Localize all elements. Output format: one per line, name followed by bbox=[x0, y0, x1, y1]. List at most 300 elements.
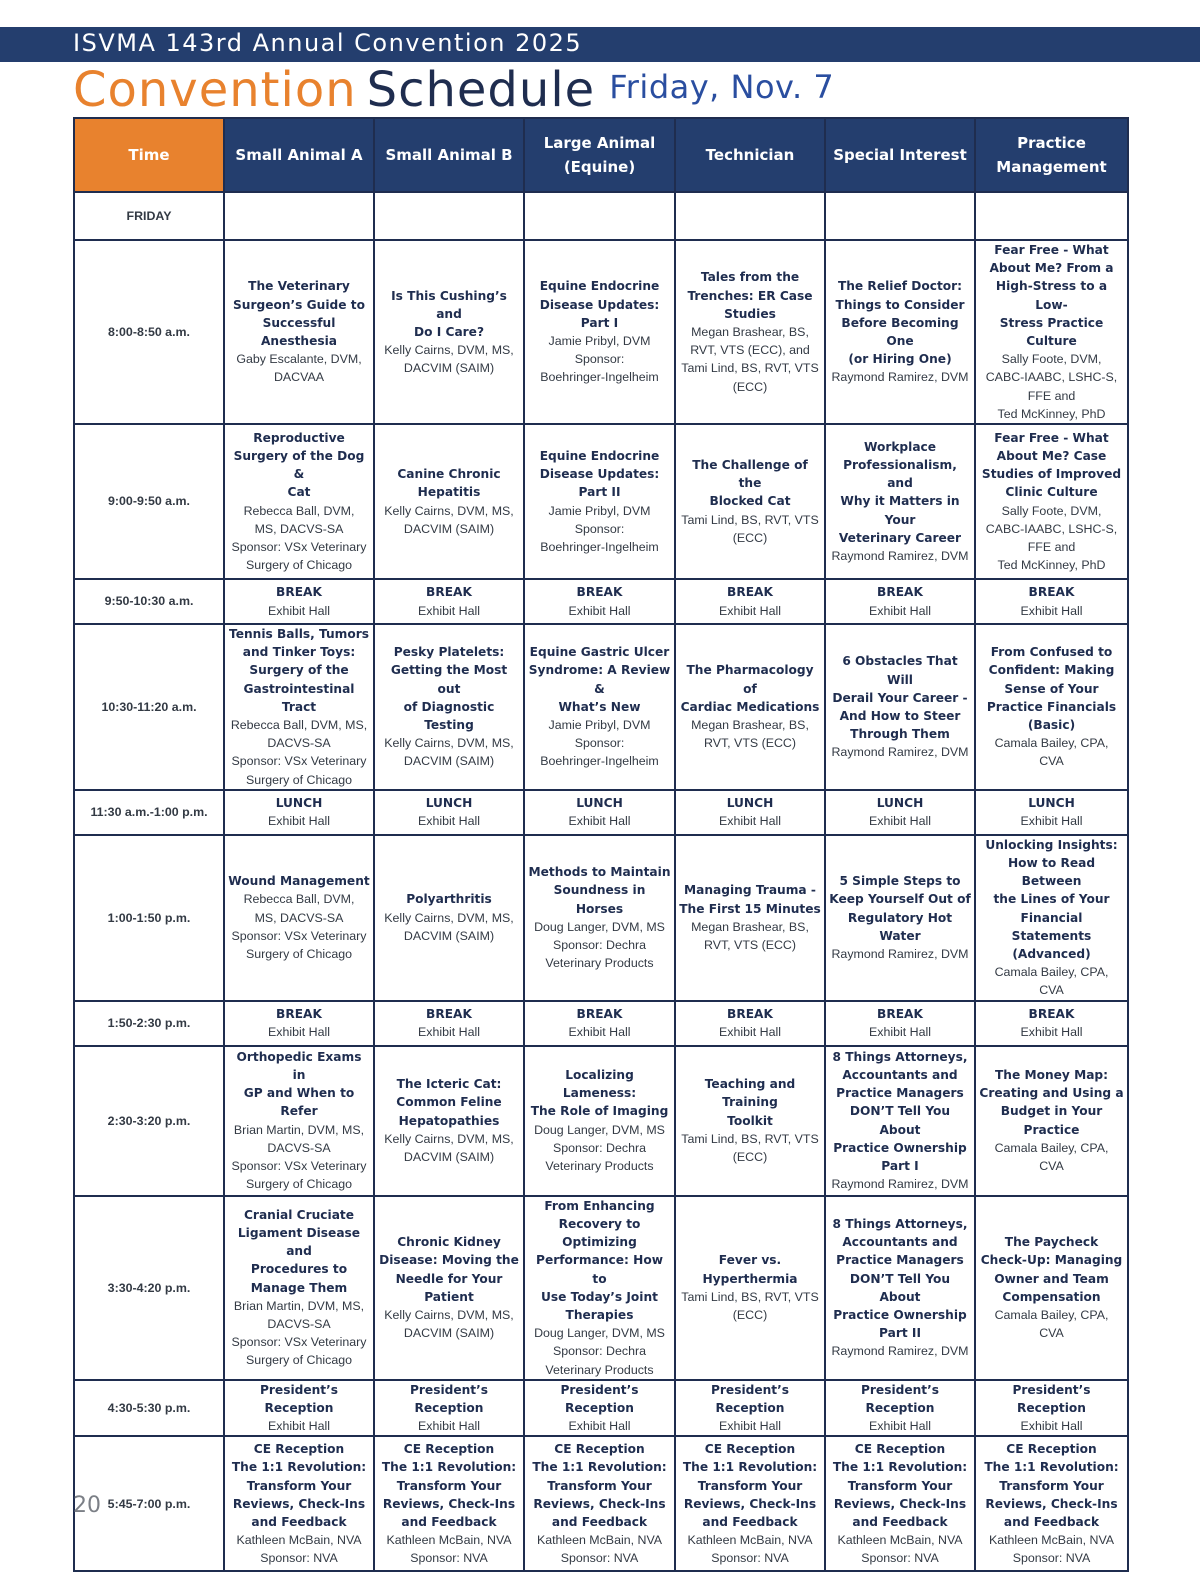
session-title-line: Practice Ownership bbox=[833, 1140, 967, 1155]
session-title-line: Equine Gastric Ulcer bbox=[529, 645, 670, 660]
session-title-line: and Tinker Toys: bbox=[242, 645, 356, 660]
session-cell bbox=[825, 1046, 975, 1196]
session-cell bbox=[825, 1196, 975, 1380]
session-title-line: Why it Matters in Your bbox=[840, 494, 960, 527]
session-detail-line: Exhibit Hall bbox=[1020, 1025, 1083, 1040]
session-detail-line: Boehringer-Ingelheim bbox=[540, 370, 659, 385]
session-title-line: BREAK bbox=[426, 1006, 472, 1021]
session-cell bbox=[224, 1380, 374, 1437]
session-title-line: Performance: How to bbox=[536, 1253, 663, 1286]
session-title-line: Studies of Improved bbox=[981, 467, 1122, 482]
session-title-line: GP and When to Refer bbox=[243, 1086, 355, 1119]
session-detail-line: Exhibit Hall bbox=[869, 1025, 931, 1040]
session-detail-line: Surgery of Chicago bbox=[245, 558, 353, 573]
session-detail-line: Megan Brashear, BS, bbox=[691, 718, 809, 733]
session-title-line: Anesthesia bbox=[260, 334, 338, 349]
session-detail-line: Megan Brashear, BS, bbox=[691, 919, 809, 934]
session-detail-line: Gaby Escalante, DVM, bbox=[236, 352, 362, 367]
session-title-line: DON’T Tell You About bbox=[849, 1104, 951, 1137]
session-title-line: The Role of Imaging bbox=[530, 1104, 669, 1119]
session-title-line: The 1:1 Revolution: bbox=[532, 1460, 667, 1475]
session-detail-line: FFE and bbox=[1027, 388, 1076, 403]
day-cell bbox=[374, 192, 524, 240]
session-detail-line: Sponsor: Dechra bbox=[553, 1344, 646, 1359]
session-cell bbox=[825, 624, 975, 790]
session-detail-line: Sponsor: VSx Veterinary bbox=[231, 754, 367, 769]
session-detail-line: Kelly Cairns, DVM, MS, bbox=[384, 910, 514, 925]
session-title-line: Part I bbox=[881, 1159, 919, 1174]
session-title-line: Methods to Maintain bbox=[528, 865, 671, 880]
session-title-line: Getting the Most out bbox=[390, 663, 508, 696]
session-cell bbox=[224, 1046, 374, 1196]
session-detail-line: (ECC) bbox=[732, 1307, 768, 1322]
session-detail-line: Kelly Cairns, DVM, MS, bbox=[384, 1307, 514, 1322]
session-title-line: Before Becoming One bbox=[841, 315, 959, 349]
session-detail-line: Exhibit Hall bbox=[268, 814, 330, 829]
banner-title: ISVMA 143rd Annual Convention 2025 bbox=[73, 29, 583, 57]
session-detail-line: Sally Foote, DVM, bbox=[1001, 503, 1102, 518]
header-special-interest: Special Interest bbox=[825, 118, 975, 192]
session-title-line: and Feedback bbox=[401, 1514, 497, 1529]
session-title-line: Surgeon’s Guide to bbox=[233, 297, 365, 312]
session-title-line: Professionalism, and bbox=[843, 458, 957, 491]
session-detail-line: Exhibit Hall bbox=[869, 603, 931, 618]
session-detail-line: Jamie Pribyl, DVM bbox=[548, 503, 651, 518]
session-cell bbox=[524, 1046, 675, 1196]
session-detail-line: Kelly Cairns, DVM, MS, bbox=[384, 736, 514, 751]
session-title-line: CE Reception bbox=[253, 1442, 345, 1457]
session-detail-line: Camala Bailey, CPA, bbox=[994, 1307, 1109, 1322]
session-title-line: Fear Free - What bbox=[994, 243, 1109, 257]
table-row bbox=[74, 424, 1128, 579]
session-title-line: (or Hiring One) bbox=[848, 352, 952, 367]
session-detail-line: Exhibit Hall bbox=[268, 1419, 330, 1434]
session-title-line: and Feedback bbox=[551, 1514, 648, 1529]
session-title-line: Transform Your bbox=[999, 1478, 1104, 1493]
session-title-line: Studies bbox=[724, 306, 776, 321]
session-cell bbox=[975, 1196, 1128, 1380]
session-cell bbox=[675, 424, 825, 579]
session-detail-line: Sponsor: NVA bbox=[260, 1551, 338, 1566]
session-cell bbox=[675, 1196, 825, 1380]
session-title-line: BREAK bbox=[576, 585, 623, 600]
day-cell bbox=[975, 192, 1128, 240]
session-cell bbox=[675, 790, 825, 835]
session-detail-line: Exhibit Hall bbox=[568, 603, 631, 618]
session-detail-line: Exhibit Hall bbox=[719, 1419, 781, 1434]
session-cell bbox=[524, 624, 675, 790]
session-title-line: BREAK bbox=[1028, 1006, 1075, 1021]
session-detail-line: Exhibit Hall bbox=[568, 1419, 631, 1434]
table-row bbox=[74, 1436, 1128, 1571]
session-title-line: Orthopedic Exams in bbox=[236, 1049, 362, 1083]
session-title-line: LUNCH bbox=[876, 796, 924, 811]
session-title-line: Transform Your bbox=[396, 1478, 502, 1493]
session-title-line: The 1:1 Revolution: bbox=[231, 1460, 367, 1475]
session-title-line: BREAK bbox=[727, 585, 773, 600]
session-title-line: Cat bbox=[287, 485, 311, 500]
session-detail-line: Surgery of Chicago bbox=[245, 772, 353, 787]
session-cell bbox=[975, 624, 1128, 790]
session-detail-line: Kelly Cairns, DVM, MS, bbox=[384, 503, 514, 518]
session-title-line: BREAK bbox=[727, 1006, 773, 1021]
session-detail-line: RVT, VTS (ECC), and bbox=[690, 343, 810, 358]
session-title-line: Disease Updates: bbox=[539, 297, 660, 312]
session-title-line: 6 Obstacles That Will bbox=[842, 654, 958, 687]
session-detail-line: Exhibit Hall bbox=[869, 814, 931, 829]
session-detail-line: Surgery of Chicago bbox=[245, 1177, 353, 1192]
session-cell bbox=[975, 240, 1128, 424]
session-title-line: The Relief Doctor: bbox=[837, 279, 963, 294]
session-detail-line: CVA bbox=[1039, 983, 1064, 998]
session-detail-line: Rebecca Ball, DVM, bbox=[243, 503, 355, 518]
day-cell bbox=[524, 192, 675, 240]
session-detail-line: Sponsor: VSx Veterinary bbox=[231, 539, 367, 554]
session-title-line: Check-Up: Managing bbox=[980, 1253, 1123, 1268]
session-detail-line: Exhibit Hall bbox=[568, 1025, 631, 1040]
session-title-line: Manage Them bbox=[250, 1280, 348, 1295]
session-cell bbox=[224, 579, 374, 624]
session-title-line: Transform Your bbox=[547, 1478, 652, 1493]
time-slot: 1:00-1:50 p.m. bbox=[74, 835, 224, 1001]
session-detail-line: DACVS-SA bbox=[267, 1140, 331, 1155]
session-title-line: Practice Managers bbox=[836, 1253, 964, 1268]
session-cell bbox=[825, 1001, 975, 1046]
session-detail-line: Exhibit Hall bbox=[719, 603, 781, 618]
session-title-line: About Me? Case bbox=[996, 448, 1107, 463]
session-cell bbox=[975, 1046, 1128, 1196]
session-detail-line: Sponsor: Dechra bbox=[553, 937, 646, 952]
session-detail-line: Sponsor: NVA bbox=[560, 1551, 639, 1566]
session-title-line: and Feedback bbox=[852, 1514, 948, 1529]
session-detail-line: Sponsor: NVA bbox=[410, 1551, 488, 1566]
session-title-line: Reviews, Check-Ins bbox=[683, 1496, 817, 1511]
session-cell bbox=[524, 240, 675, 424]
session-detail-line: (ECC) bbox=[732, 530, 768, 545]
session-cell bbox=[524, 790, 675, 835]
session-title-line: Polyarthritis bbox=[406, 892, 492, 907]
session-cell bbox=[825, 790, 975, 835]
session-title-line: 5 Simple Steps to bbox=[839, 874, 961, 889]
session-detail-line: Sponsor: Dechra bbox=[553, 1140, 646, 1155]
session-title-line: LUNCH bbox=[1028, 796, 1075, 811]
title-date: Friday, Nov. 7 bbox=[609, 68, 835, 106]
session-cell bbox=[825, 835, 975, 1001]
time-slot: 8:00-8:50 a.m. bbox=[74, 240, 224, 424]
session-title-line: From Confused to bbox=[990, 645, 1113, 660]
session-title-line: Part I bbox=[580, 315, 619, 330]
session-detail-line: (ECC) bbox=[732, 1149, 768, 1164]
session-detail-line: CVA bbox=[1039, 1326, 1064, 1341]
session-detail-line: Veterinary Products bbox=[545, 1362, 654, 1377]
session-title-line: Chronic Kidney bbox=[397, 1235, 501, 1250]
session-cell bbox=[374, 624, 524, 790]
session-detail-line: Kathleen McBain, NVA bbox=[236, 1533, 362, 1548]
day-cell bbox=[825, 192, 975, 240]
session-title-line: BREAK bbox=[276, 585, 322, 600]
session-detail-line: Kathleen McBain, NVA bbox=[988, 1533, 1115, 1548]
session-title-line: 8 Things Attorneys, bbox=[832, 1049, 968, 1064]
session-detail-line: FFE and bbox=[1027, 539, 1076, 554]
session-detail-line: Exhibit Hall bbox=[568, 814, 631, 829]
header-row bbox=[74, 118, 1128, 192]
table-row bbox=[74, 790, 1128, 835]
session-title-line: Soundness in Horses bbox=[553, 883, 646, 916]
page-number: 20 bbox=[73, 1493, 101, 1518]
session-title-line: LUNCH bbox=[275, 796, 323, 811]
session-cell bbox=[825, 579, 975, 624]
session-title-line: Canine Chronic bbox=[397, 467, 501, 482]
session-detail-line: Surgery of Chicago bbox=[245, 1353, 353, 1368]
session-detail-line: Sponsor: bbox=[574, 521, 625, 536]
session-title-line: Regulatory Hot Water bbox=[847, 910, 953, 943]
session-cell bbox=[374, 1380, 524, 1437]
session-detail-line: Boehringer-Ingelheim bbox=[540, 754, 659, 769]
session-title-line: Unlocking Insights: bbox=[985, 837, 1118, 852]
session-detail-line: Sponsor: NVA bbox=[711, 1551, 789, 1566]
session-title-line: and Feedback bbox=[251, 1514, 347, 1529]
session-title-line: Tennis Balls, Tumors bbox=[229, 627, 369, 642]
time-slot: 1:50-2:30 p.m. bbox=[74, 1001, 224, 1046]
session-title-line: President’s Reception bbox=[259, 1382, 339, 1415]
time-slot: 2:30-3:20 p.m. bbox=[74, 1046, 224, 1196]
session-cell bbox=[975, 1001, 1128, 1046]
session-detail-line: Megan Brashear, BS, bbox=[691, 324, 809, 339]
session-detail-line: Surgery of Chicago bbox=[245, 947, 353, 962]
session-title-line: Transform Your bbox=[847, 1478, 953, 1493]
session-detail-line: Exhibit Hall bbox=[268, 603, 330, 618]
session-cell bbox=[524, 1196, 675, 1380]
session-title-line: The Pharmacology of bbox=[686, 663, 814, 696]
page-title bbox=[73, 62, 834, 118]
session-title-line: CE Reception bbox=[554, 1442, 645, 1457]
session-title-line: Trenches: ER Case bbox=[687, 288, 813, 303]
session-detail-line: Exhibit Hall bbox=[869, 1419, 931, 1434]
session-title-line: The Veterinary bbox=[248, 279, 350, 294]
session-title-line: Fear Free - What bbox=[994, 430, 1109, 445]
title-schedule: Schedule bbox=[366, 62, 596, 118]
session-title-line: Transform Your bbox=[246, 1478, 352, 1493]
session-title-line: Reviews, Check-Ins bbox=[985, 1496, 1118, 1511]
session-detail-line: Tami Lind, BS, RVT, VTS bbox=[681, 1131, 819, 1146]
session-title-line: Confident: Making bbox=[988, 663, 1115, 678]
session-cell bbox=[675, 579, 825, 624]
session-cell bbox=[374, 579, 524, 624]
session-detail-line: Exhibit Hall bbox=[268, 1025, 330, 1040]
session-detail-line: Sally Foote, DVM, bbox=[1001, 352, 1102, 367]
session-title-line: The Paycheck bbox=[1004, 1235, 1099, 1250]
session-detail-line: Tami Lind, BS, RVT, VTS bbox=[681, 512, 819, 527]
table-row bbox=[74, 240, 1128, 424]
session-cell bbox=[825, 1380, 975, 1437]
session-title-line: (Advanced) bbox=[1012, 947, 1091, 962]
session-cell bbox=[224, 240, 374, 424]
session-title-line: President’s Reception bbox=[560, 1382, 639, 1415]
session-detail-line: Veterinary Products bbox=[545, 1159, 654, 1174]
session-title-line: Teaching and Training bbox=[704, 1077, 796, 1110]
session-title-line: Transform Your bbox=[697, 1478, 803, 1493]
time-slot: 4:30-5:30 p.m. bbox=[74, 1380, 224, 1437]
session-cell bbox=[675, 1436, 825, 1571]
session-detail-line: Camala Bailey, CPA, bbox=[994, 1140, 1109, 1155]
session-title-line: Part II bbox=[578, 485, 621, 500]
session-title-line: Keep Yourself Out of bbox=[829, 892, 971, 907]
session-title-line: of Diagnostic Testing bbox=[403, 699, 495, 733]
day-label: FRIDAY bbox=[74, 192, 224, 240]
session-detail-line: Camala Bailey, CPA, bbox=[994, 965, 1109, 980]
session-cell bbox=[224, 624, 374, 790]
session-title-line: Culture bbox=[1026, 334, 1077, 349]
session-detail-line: DACVIM (SAIM) bbox=[403, 928, 495, 943]
session-detail-line: Veterinary Products bbox=[545, 956, 654, 971]
table-row bbox=[74, 1001, 1128, 1046]
session-detail-line: Jamie Pribyl, DVM bbox=[548, 718, 651, 733]
session-title-line: The Money Map: bbox=[994, 1068, 1109, 1083]
session-title-line: Stress Practice bbox=[999, 315, 1104, 330]
session-detail-line: Camala Bailey, CPA, bbox=[994, 736, 1109, 751]
day-cell bbox=[224, 192, 374, 240]
session-title-line: Use Today’s Joint bbox=[541, 1289, 658, 1304]
schedule-table bbox=[73, 117, 1129, 1572]
session-cell bbox=[975, 790, 1128, 835]
session-cell bbox=[524, 835, 675, 1001]
session-detail-line: Brian Martin, DVM, MS, bbox=[233, 1298, 365, 1313]
session-title-line: Practice Managers bbox=[836, 1086, 964, 1101]
session-title-line: Disease: Moving the bbox=[379, 1253, 519, 1268]
session-title-line: Gastrointestinal Tract bbox=[243, 681, 355, 714]
session-title-line: Therapies bbox=[565, 1307, 634, 1322]
session-detail-line: MS, DACVS-SA bbox=[254, 910, 344, 925]
session-detail-line: Doug Langer, DVM, MS bbox=[534, 1122, 665, 1137]
session-title-line: Hyperthermia bbox=[702, 1271, 798, 1286]
session-title-line: The 1:1 Revolution: bbox=[832, 1460, 968, 1475]
session-detail-line: Rebecca Ball, DVM, MS, bbox=[230, 718, 368, 733]
table-row bbox=[74, 624, 1128, 790]
session-title-line: Procedures to bbox=[250, 1262, 348, 1277]
session-detail-line: Kathleen McBain, NVA bbox=[687, 1533, 813, 1548]
session-cell bbox=[524, 1380, 675, 1437]
session-detail-line: MS, DACVS-SA bbox=[254, 521, 344, 536]
session-detail-line: Sponsor: NVA bbox=[861, 1551, 939, 1566]
session-detail-line: (ECC) bbox=[732, 379, 768, 394]
session-cell bbox=[975, 1380, 1128, 1437]
session-detail-line: Sponsor: bbox=[574, 736, 625, 751]
session-detail-line: Tami Lind, BS, RVT, VTS bbox=[681, 1289, 819, 1304]
session-title-line: BREAK bbox=[877, 585, 923, 600]
session-title-line: Tales from the bbox=[700, 270, 800, 285]
header-time: Time bbox=[74, 118, 224, 192]
session-cell bbox=[224, 1436, 374, 1571]
session-cell bbox=[524, 579, 675, 624]
session-title-line: Reviews, Check-Ins bbox=[382, 1496, 516, 1511]
session-cell bbox=[975, 1436, 1128, 1571]
session-cell bbox=[374, 1001, 524, 1046]
time-slot: 3:30-4:20 p.m. bbox=[74, 1196, 224, 1380]
session-title-line: Accountants and bbox=[842, 1068, 958, 1083]
session-title-line: Localizing Lameness: bbox=[562, 1068, 637, 1101]
session-title-line: BREAK bbox=[426, 585, 472, 600]
session-title-line: CE Reception bbox=[403, 1442, 495, 1457]
session-cell bbox=[675, 1001, 825, 1046]
day-cell bbox=[675, 192, 825, 240]
session-title-line: Reviews, Check-Ins bbox=[232, 1496, 366, 1511]
session-cell bbox=[825, 240, 975, 424]
session-detail-line: RVT, VTS (ECC) bbox=[703, 937, 797, 952]
session-detail-line: Kelly Cairns, DVM, MS, bbox=[384, 343, 514, 358]
session-detail-line: Raymond Ramirez, DVM bbox=[831, 549, 969, 564]
session-detail-line: DACVIM (SAIM) bbox=[403, 521, 495, 536]
session-detail-line: DACVS-SA bbox=[267, 1317, 331, 1331]
session-cell bbox=[224, 835, 374, 1001]
session-title-line: Ligament Disease and bbox=[237, 1225, 361, 1259]
session-title-line: and Feedback bbox=[702, 1514, 798, 1529]
session-detail-line: Sponsor: VSx Veterinary bbox=[231, 1335, 367, 1350]
session-title-line: BREAK bbox=[276, 1006, 322, 1021]
session-detail-line: DACVAA bbox=[273, 370, 325, 385]
session-cell bbox=[374, 1046, 524, 1196]
session-detail-line: Sponsor: VSx Veterinary bbox=[231, 1159, 367, 1174]
session-cell bbox=[374, 240, 524, 424]
session-title-line: Financial Statements bbox=[1011, 910, 1092, 943]
session-detail-line: Boehringer-Ingelheim bbox=[540, 539, 659, 554]
session-title-line: Veterinary Career bbox=[838, 530, 962, 545]
title-convention: Convention bbox=[73, 62, 357, 118]
session-title-line: How to Read Between bbox=[1007, 856, 1096, 889]
table-row bbox=[74, 1380, 1128, 1437]
session-detail-line: Exhibit Hall bbox=[1020, 814, 1083, 829]
session-title-line: Syndrome: A Review & bbox=[528, 663, 671, 696]
table-row bbox=[74, 1196, 1128, 1380]
session-title-line: LUNCH bbox=[425, 796, 473, 811]
session-cell bbox=[675, 835, 825, 1001]
session-title-line: and Feedback bbox=[1003, 1514, 1100, 1529]
session-title-line: Toolkit bbox=[727, 1113, 773, 1128]
session-cell bbox=[975, 835, 1128, 1001]
session-title-line: Wound Management bbox=[228, 874, 370, 889]
session-title-line: Optimizing bbox=[562, 1235, 637, 1250]
table-row bbox=[74, 835, 1128, 1001]
session-cell bbox=[374, 424, 524, 579]
session-title-line: President’s Reception bbox=[409, 1382, 489, 1415]
session-title-line: Practice bbox=[1023, 1122, 1080, 1137]
header-small-animal-b: Small Animal B bbox=[374, 118, 524, 192]
session-title-line: Hepatopathies bbox=[398, 1113, 500, 1128]
session-cell bbox=[825, 1436, 975, 1571]
session-title-line: Surgery of the bbox=[249, 663, 349, 678]
session-cell bbox=[675, 1380, 825, 1437]
session-title-line: What’s New bbox=[558, 699, 641, 714]
session-title-line: CE Reception bbox=[854, 1442, 946, 1457]
session-title-line: The First 15 Minutes bbox=[679, 901, 821, 916]
session-title-line: Workplace bbox=[863, 439, 937, 454]
session-cell bbox=[374, 1436, 524, 1571]
session-title-line: Patient bbox=[424, 1289, 474, 1304]
session-cell bbox=[975, 424, 1128, 579]
session-cell bbox=[524, 424, 675, 579]
session-detail-line: Sponsor: NVA bbox=[1012, 1551, 1091, 1566]
time-slot: 9:50-10:30 a.m. bbox=[74, 579, 224, 624]
session-detail-line: Raymond Ramirez, DVM bbox=[831, 370, 969, 385]
session-detail-line: Kathleen McBain, NVA bbox=[386, 1533, 512, 1548]
session-detail-line: Exhibit Hall bbox=[418, 814, 480, 829]
session-title-line: Things to Consider bbox=[835, 297, 965, 312]
time-slot: 11:30 a.m.-1:00 p.m. bbox=[74, 790, 224, 835]
session-title-line: Clinic Culture bbox=[1005, 485, 1098, 500]
header-large-animal: Large Animal (Equine) bbox=[524, 118, 675, 192]
session-title-line: BREAK bbox=[877, 1006, 923, 1021]
session-title-line: Owner and Team bbox=[994, 1271, 1109, 1286]
session-title-line: 8 Things Attorneys, bbox=[832, 1216, 968, 1231]
